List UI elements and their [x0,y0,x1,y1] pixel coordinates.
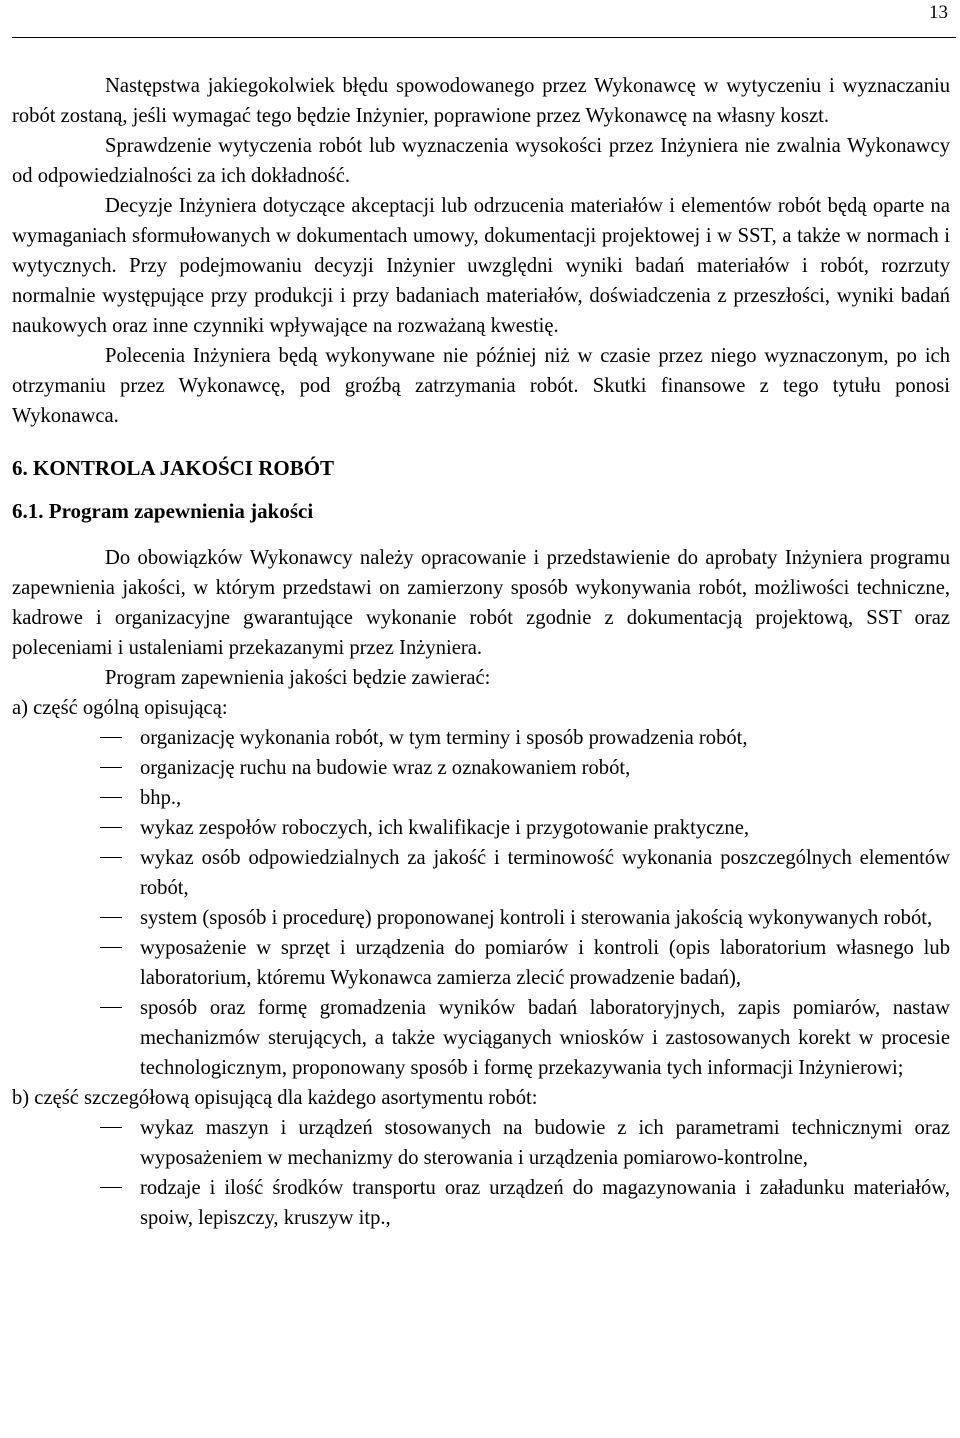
list-item: rodzaje i ilość środków transportu oraz urządzeń do magazynowania i załadunku materiałów, spoiw, lepiszczy, kruszyw itp., [12,1173,950,1233]
dash-bullet-icon [100,1187,122,1188]
paragraph-verification: Sprawdzenie wytyczenia robót lub wyznaczenia wysokości przez Inżyniera nie zwalnia Wykonawcy od odpowiedzialności za ich dokładność. [12,135,950,187]
dash-bullet-icon [100,857,122,858]
list-item: wykaz maszyn i urządzeń stosowanych na budowie z ich parametrami technicznymi oraz wyposażeniem w mechanizmy do sterowania i urządzenia pomiarowo-kontrolne, [12,1113,950,1173]
list-item: organizację wykonania robót, w tym terminy i sposób prowadzenia robót, [12,723,950,753]
section-heading: 6. KONTROLA JAKOŚCI ROBÓT [12,456,335,480]
dash-bullet-icon [100,827,122,828]
paragraph-decisions: Decyzje Inżyniera dotyczące akceptacji lub odrzucenia materiałów i elementów robót będą oparte na wymaganiach sformułowanych w dokumentach umowy, dokumentacji projektowej i w SST, a także w normach i wytycznych. Przy podejmowaniu decyzji Inżynier uwzględni wyniki badań materiałów i robót, rozrzuty normalnie występujące przy produkcji i przy badaniach materiałów, doświadczenia z przeszłości, wyniki badań naukowych oraz inne czynniki wpływające na rozważaną kwestię. [12,195,950,337]
list-item: organizację ruchu na budowie wraz z oznakowaniem robót, [12,753,950,783]
paragraph-obligations: Do obowiązków Wykonawcy należy opracowanie i przedstawienie do aprobaty Inżyniera programu zapewnienia jakości, w którym przedstawi on zamierzony sposób wykonywania robót, możliwości techniczne, kadrowe i organizacyjne gwarantujące wykonanie robót zgodnie z dokumentacją projektową, SST oraz poleceniami i ustaleniami przekazanymi przez Inżyniera. [12,547,950,659]
header-rule [12,37,956,38]
subsection-heading: 6.1. Program zapewnienia jakości [12,499,314,523]
part-b-list [12,1113,950,1233]
part-a-list [12,723,950,1083]
dash-bullet-icon [100,917,122,918]
list-item: wykaz osób odpowiedzialnych za jakość i terminowość wykonania poszczególnych elementów robót, [12,843,950,903]
page-number: 13 [929,2,948,23]
dash-bullet-icon [100,947,122,948]
list-item: sposób oraz formę gromadzenia wyników badań laboratoryjnych, zapis pomiarów, nastaw mechanizmów sterujących, a także wyciąganych wniosków i zastosowanych korekt w procesie technologicznym, proponowany sposób i formę przekazywania tych informacji Inżynierowi; [12,993,950,1083]
document-body [12,71,950,1233]
list-item: bhp., [12,783,950,813]
dash-bullet-icon [100,767,122,768]
part-b-label: b) część szczegółową opisującą dla każdego asortymentu robót: [12,1087,538,1109]
paragraph-program-contents: Program zapewnienia jakości będzie zawierać: [105,667,491,689]
part-a-label: a) część ogólną opisującą: [12,697,228,719]
paragraph-orders: Polecenia Inżyniera będą wykonywane nie później niż w czasie przez niego wyznaczonym, po ich otrzymaniu przez Wykonawcę, pod groźbą zatrzymania robót. Skutki finansowe z tego tytułu ponosi Wykonawca. [12,345,950,427]
dash-bullet-icon [100,797,122,798]
dash-bullet-icon [100,1007,122,1008]
list-item: wyposażenie w sprzęt i urządzenia do pomiarów i kontroli (opis laboratorium własnego lub laboratorium, któremu Wykonawca zamierza zlecić prowadzenie badań), [12,933,950,993]
dash-bullet-icon [100,737,122,738]
paragraph-errors-correction: Następstwa jakiegokolwiek błędu spowodowanego przez Wykonawcę w wytyczeniu i wyznaczaniu robót zostaną, jeśli wymagać tego będzie Inżynier, poprawione przez Wykonawcę na własny koszt. [12,75,950,127]
list-item: wykaz zespołów roboczych, ich kwalifikacje i przygotowanie praktyczne, [12,813,950,843]
dash-bullet-icon [100,1127,122,1128]
list-item: system (sposób i procedurę) proponowanej kontroli i sterowania jakością wykonywanych robót, [12,903,950,933]
